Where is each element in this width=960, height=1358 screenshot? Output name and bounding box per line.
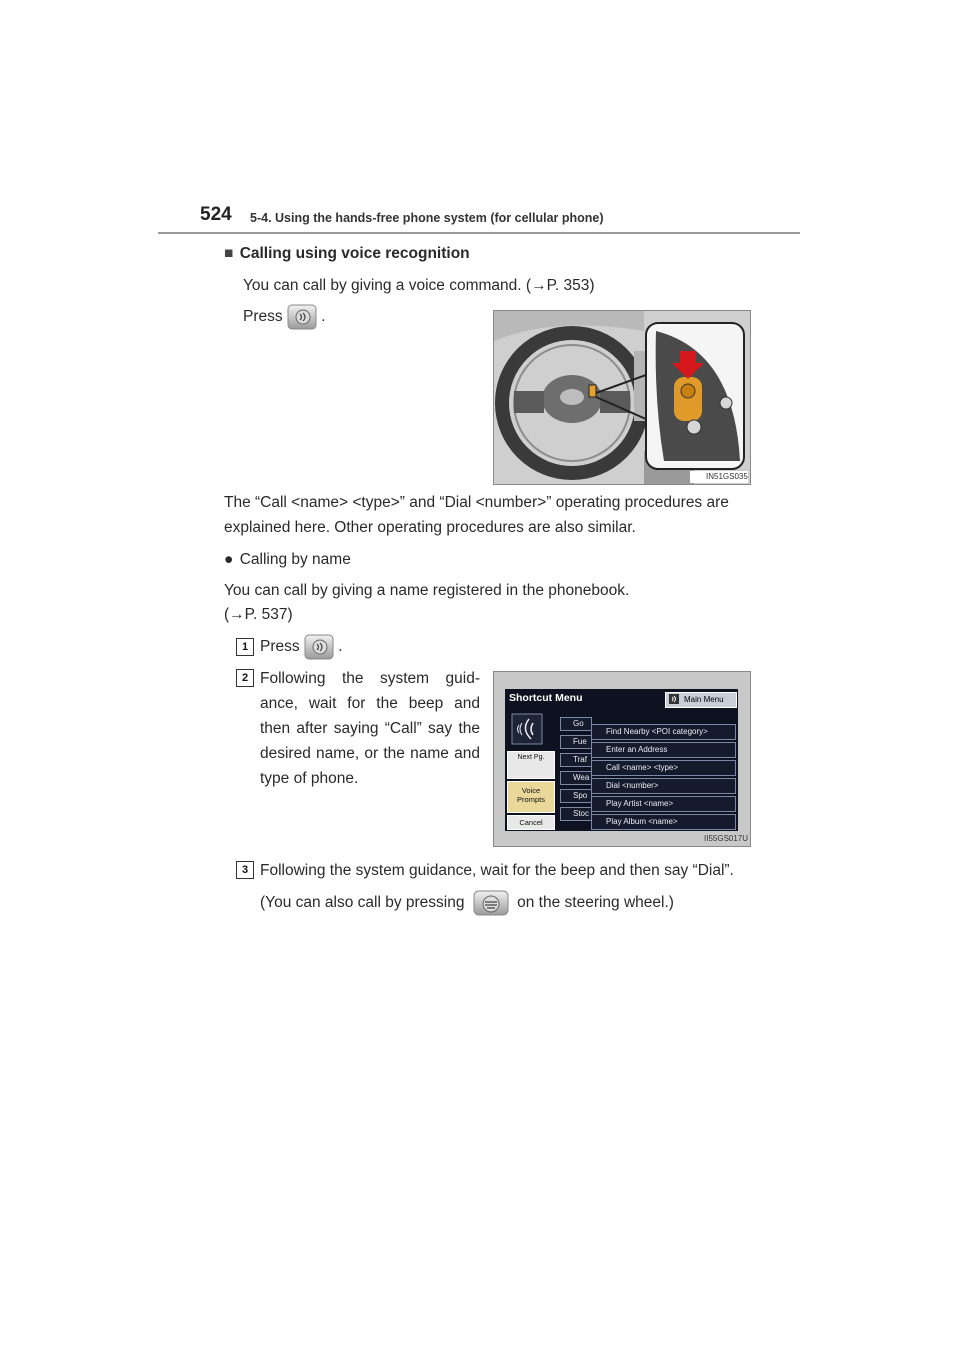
cancel-button [507, 815, 555, 830]
behind-item: Spo [560, 789, 592, 803]
off-hook-switch-icon [473, 890, 509, 916]
press-row [243, 304, 326, 330]
paragraph-line-1: The “Call <name> <type>” and “Dial <number>” operating procedures are [224, 494, 729, 511]
by-name-heading-row [224, 547, 351, 572]
step-1-suffix: . [338, 638, 343, 656]
by-name-heading: Calling by name [239, 551, 351, 568]
voice-intro-ref: →P. 353) [531, 277, 595, 294]
voice-intro-text: You can call by giving a voice command. ( [243, 277, 532, 294]
voice-intro [243, 273, 595, 298]
press-suffix: . [321, 308, 326, 326]
shortcut-menu-screenshot [493, 671, 751, 847]
step-3-text-after: on the steering wheel.) [517, 894, 674, 912]
behind-item: Stoc [560, 807, 592, 821]
behind-item: Traf [560, 753, 592, 767]
behind-item: Fue [560, 735, 592, 749]
step-number-3: 3 [236, 861, 254, 879]
step-3-text-before: (You can also call by pressing [260, 894, 465, 912]
next-page-label: Next Pg. [517, 754, 545, 761]
menu-option: Enter an Address [591, 742, 736, 758]
talk-switch-icon [287, 304, 317, 330]
step-2-line-3: then after saying “Call” say the [260, 720, 480, 737]
by-name-line-1: You can call by giving a name registered in the phonebook. [224, 582, 630, 599]
header-rule [158, 232, 800, 234]
shortcut-menu-title: Shortcut Menu [509, 692, 583, 704]
voice-recognition-icon [511, 713, 543, 745]
step-2-line-4: desired name, or the name and [260, 745, 480, 762]
steering-wheel-illustration [494, 311, 750, 484]
paragraph-line-2: explained here. Other operating procedures are also similar. [224, 519, 636, 536]
voice-prompts-button [507, 781, 555, 813]
voice-prompts-label-2: Prompts [517, 795, 545, 804]
step-number-1: 1 [236, 638, 254, 656]
menu-option: Play Album <name> [591, 814, 736, 830]
step-2-line-1: Following the system guid- [260, 670, 480, 687]
behind-item: Go [560, 717, 592, 731]
shortcut-menu-display [505, 689, 738, 831]
step-number-2: 2 [236, 669, 254, 687]
press-label: Press [243, 308, 283, 326]
voice-heading: Calling using voice recognition [239, 245, 470, 262]
voice-prompts-label-1: Voice [521, 786, 541, 795]
step-1-press: Press [260, 638, 300, 656]
square-bullet-icon: ■ [224, 245, 234, 262]
cancel-label: Cancel [519, 818, 543, 827]
menu-option: Dial <number> [591, 778, 736, 794]
main-menu-label: Main Menu [684, 695, 724, 704]
step-2-line-2: ance, wait for the beep and [260, 695, 480, 712]
step-3-line-1: Following the system guidance, wait for the beep and then say “Dial”. [260, 862, 734, 879]
talk-switch-icon [304, 634, 334, 660]
menu-option: Play Artist <name> [591, 796, 736, 812]
page-number: 524 [200, 204, 232, 225]
behind-item: Wea [560, 771, 592, 785]
voice-command-icon [669, 694, 679, 704]
menu-option: Find Nearby <POI category> [591, 724, 736, 740]
menu-option: Call <name> <type> [591, 760, 736, 776]
steering-wheel-photo [493, 310, 751, 485]
voice-heading-row [224, 241, 470, 266]
step-1-text [260, 634, 343, 660]
section-title: 5-4. Using the hands-free phone system (for cellular phone) [250, 211, 604, 225]
by-name-line-2: (→P. 537) [224, 606, 293, 623]
step-3-line-2 [260, 890, 674, 916]
next-page-button [507, 751, 555, 779]
screen-code: II55GS017U [704, 834, 749, 843]
photo-code: IN51GS035 [706, 472, 748, 481]
step-2-line-5: type of phone. [260, 770, 359, 787]
round-bullet-icon: ● [224, 551, 234, 568]
